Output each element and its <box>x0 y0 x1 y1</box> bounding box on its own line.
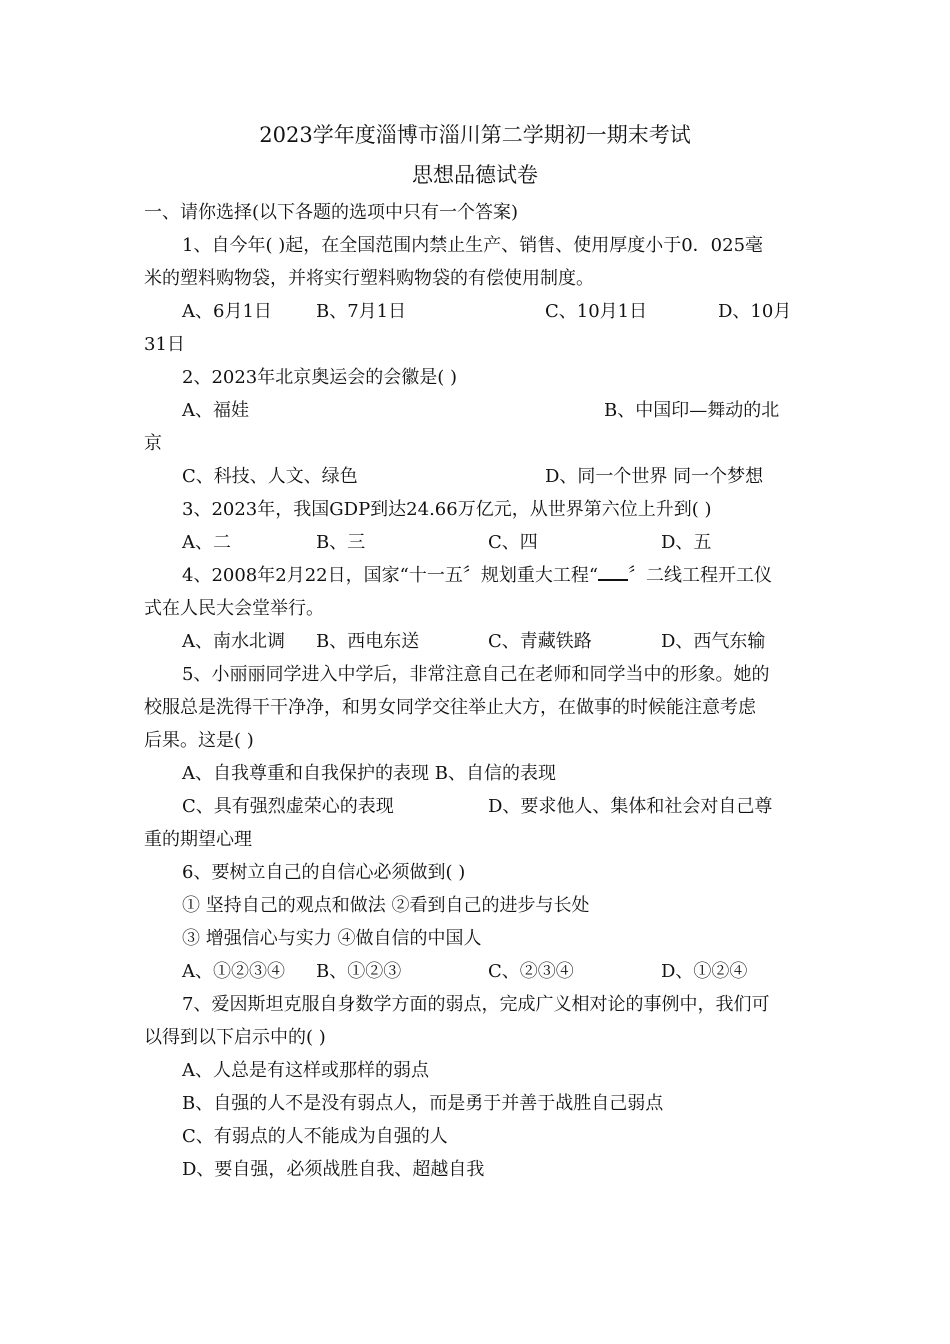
question-6-items-1: ① 坚持自己的观点和做法 ②看到自己的进步与长处 <box>182 895 590 916</box>
question-6-option-d: D、①②④ <box>661 961 748 982</box>
exam-subtitle: 思想品德试卷 <box>412 163 538 187</box>
question-2-stem: 2、2023年北京奥运会的会徽是( ) <box>182 367 458 388</box>
question-5-options-ab: A、自我尊重和自我保护的表现 B、自信的表现 <box>182 763 556 784</box>
question-7-option-b: B、自强的人不是没有弱点人，而是勇于并善于战胜自己弱点 <box>182 1093 664 1114</box>
question-4-stem-line-1 <box>182 563 809 589</box>
question-6-option-c: C、②③④ <box>488 961 574 982</box>
question-3-option-b: B、三 <box>316 532 366 553</box>
question-1-option-c: C、10月1日 <box>545 301 648 322</box>
question-4-option-c: C、青藏铁路 <box>488 631 592 652</box>
question-3-stem: 3、2023年，我国GDP到达24.66万亿元，从世界第六位上升到( ) <box>182 499 712 520</box>
question-1-stem-line-2: 米的塑料购物袋，并将实行塑料购物袋的有偿使用制度。 <box>144 268 594 289</box>
question-7-option-a: A、人总是有这样或那样的弱点 <box>182 1060 429 1081</box>
question-5-option-c: C、具有强烈虚荣心的表现 <box>182 796 394 817</box>
question-4-stem-part-2: 〞二线工程开工仪 <box>628 565 773 586</box>
exam-title: 2023学年度淄博市淄川第二学期初一期末考试 <box>259 123 691 147</box>
question-7-option-c: C、有弱点的人不能成为自强的人 <box>182 1126 448 1147</box>
question-7-stem-line-1: 7、爱因斯坦克服自身数学方面的弱点，完成广义相对论的事例中，我们可 <box>182 994 770 1015</box>
question-2-option-a: A、福娃 <box>182 400 249 421</box>
section-heading: 一、请你选择(以下各题的选项中只有一个答案) <box>144 202 519 223</box>
question-5-stem-line-2: 校服总是洗得干干净净，和男女同学交往举止大方，在做事的时候能注意考虑 <box>144 697 756 718</box>
question-5-stem-line-3: 后果。这是( ) <box>144 730 254 751</box>
question-3-option-d: D、五 <box>661 532 712 553</box>
question-4-stem-part-1: 4、2008年2月22日，国家“十一五〞规划重大工程“ <box>182 565 599 586</box>
question-4-stem-line-2: 式在人民大会堂举行。 <box>144 598 324 619</box>
question-5-stem-line-1: 5、小丽丽同学进入中学后，非常注意自己在老师和同学当中的形象。她的 <box>182 664 770 685</box>
question-3-option-a: A、二 <box>182 532 231 553</box>
question-3-option-c: C、四 <box>488 532 538 553</box>
question-2-option-d: D、同一个世界 同一个梦想 <box>545 466 764 487</box>
question-4-option-b: B、西电东送 <box>316 631 420 652</box>
question-6-stem: 6、要树立自己的自信心必须做到( ) <box>182 862 466 883</box>
question-1-option-d: D、10月 <box>718 301 792 322</box>
question-7-option-d: D、要自强，必须战胜自我、超越自我 <box>182 1159 485 1180</box>
question-5-option-d-continued: 重的期望心理 <box>144 829 252 850</box>
question-6-option-a: A、①②③④ <box>182 961 285 982</box>
question-2-option-b-continued: 京 <box>144 433 162 454</box>
answer-blank <box>598 563 628 581</box>
question-2-option-b: B、中国印—舞动的北 <box>604 400 780 421</box>
question-1-option-b: B、7月1日 <box>316 301 407 322</box>
question-6-option-b: B、①②③ <box>316 961 402 982</box>
question-1-option-d-continued: 31日 <box>144 334 185 355</box>
question-6-items-2: ③ 增强信心与实力 ④做自信的中国人 <box>182 928 482 949</box>
question-4-option-d: D、西气东输 <box>661 631 766 652</box>
question-4-option-a: A、南水北调 <box>182 631 285 652</box>
question-1-stem-line-1: 1、自今年( )起，在全国范围内禁止生产、销售、使用厚度小于0．025毫 <box>182 235 764 256</box>
question-1-option-a: A、6月1日 <box>182 301 272 322</box>
question-5-option-d: D、要求他人、集体和社会对自己尊 <box>488 796 773 817</box>
question-7-stem-line-2: 以得到以下启示中的( ) <box>144 1027 326 1048</box>
question-2-option-c: C、科技、人文、绿色 <box>182 466 358 487</box>
